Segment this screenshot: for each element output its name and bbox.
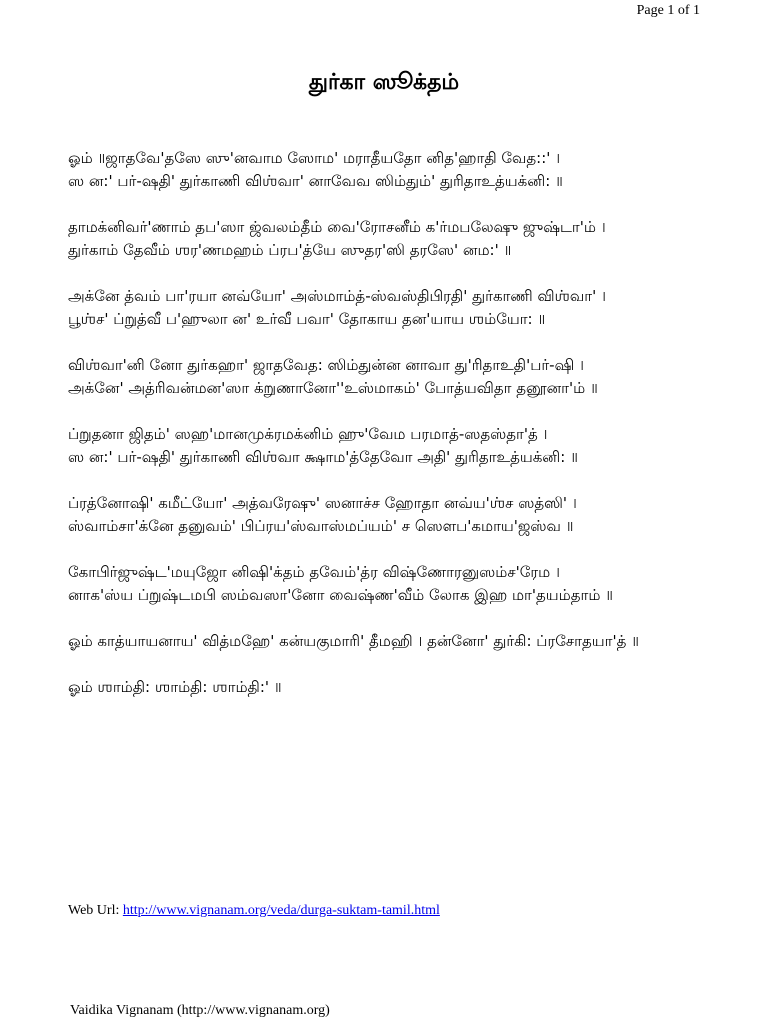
stanza-7: [68, 561, 708, 607]
stanza-9: [68, 676, 708, 699]
footer-text: Vaidika Vignanam (http://www.vignanam.org): [70, 1003, 330, 1018]
verse-line: ப்றுதனா ஜிதம்' ஸஹ'மானமுக்ரமக்னிம் ஹு'வேம பரமாத்-ஸதஸ்தா'த் ।: [68, 425, 548, 443]
document-title: துர்கா ஸூக்தம்: [308, 70, 460, 95]
verse-line: தாமக்னிவர்'ணாம் தப'ஸா ஜ்வலம்தீம் வை'ரோசனீம் க'ர்மபலேஷு ஜுஷ்டா'ம் ।: [68, 218, 606, 236]
stanza-5: [68, 423, 708, 469]
verse-line: னாக'ஸ்ய ப்றுஷ்டமபி ஸம்வஸா'னோ வைஷ்ண'வீம் லோக இஹ மா'தயம்தாம் ॥: [68, 586, 613, 604]
verse-line: ஸ ன:' பர்-ஷதி' துர்காணி விஶ்வா க்ஷாம'த்தேவோ அதி' துரிதாஉத்யக்னி: ॥: [68, 448, 578, 466]
stanza-container: [68, 147, 708, 722]
stanza-8: [68, 630, 708, 653]
stanza-1: [68, 147, 708, 193]
verse-line: கோபிர்ஜுஷ்ட'மயுஜோ னிஷி'க்தம் தவேம்'த்ர விஷ்ணோரனுஸம்ச'ரேம ।: [68, 563, 560, 581]
verse-line: துர்காம் தேவீம் ஶர'ணமஹம் ப்ரப'த்யே ஸுதர'ஸி தரஸே' னம:' ॥: [68, 241, 512, 259]
stanza-4: [68, 354, 708, 400]
page-number: Page 1 of 1: [636, 3, 700, 18]
web-url-label: Web Url:: [68, 903, 120, 918]
stanza-2: [68, 216, 708, 262]
verse-line: அக்னே த்வம் பா'ரயா னவ்யோ' அஸ்மாம்த்-ஸ்வஸ்திபிரதி' துர்காணி விஶ்வா' ।: [68, 287, 606, 305]
verse-line: ப்ரத்னோஷி' கமீட்யோ' அத்வரேஷு' ஸனாச்ச ஹோதா னவ்ய'ஶ்ச ஸத்ஸி' ।: [68, 494, 577, 512]
verse-line: ஓம் ॥ஜாதவே'தஸே ஸு'னவாம ஸோம' மராதீயதோ னித'ஹாதி வேத::' ।: [68, 149, 561, 167]
web-url-link[interactable]: http://www.vignanam.org/veda/durga-suktam-tamil.html: [122, 903, 440, 918]
verse-line: ஸ்வாம்சா'க்னே தனுவம்' பிப்ரய'ஸ்வாஸ்மப்யம்' ச ஸௌப'கமாய'ஜஸ்வ ॥: [68, 517, 574, 535]
web-url-line: [68, 903, 440, 919]
verse-line: விஶ்வா'னி னோ துர்கஹா' ஜாதவேத: ஸிம்துன்ன னாவா து'ரிதாஉதி'பர்-ஷி ।: [68, 356, 584, 374]
stanza-3: [68, 285, 708, 331]
verse-line: அக்னே' அத்ரிவன்மன'ஸா க்றுணானோ''உஸ்மாகம்' போத்யவிதா தனூனா'ம் ॥: [68, 379, 598, 397]
verse-line: ஓம் ஶாம்தி: ஶாம்தி: ஶாம்தி:' ॥: [68, 678, 282, 696]
verse-line: பூஶ்ச' ப்றுத்வீ ப'ஹுலா ன' உர்வீ பவா' தோகாய தன'யாய ஶம்யோ: ॥: [68, 310, 546, 328]
verse-line: ஸ ன:' பர்-ஷதி' துர்காணி விஶ்வா' னாவேவ ஸிம்தும்' துரிதாஉத்யக்னி: ॥: [68, 172, 563, 190]
verse-line: ஓம் காத்யாயனாய' வித்மஹே' கன்யகுமாரி' தீமஹி । தன்னோ' துர்கி: ப்ரசோதயா'த் ॥: [68, 632, 639, 650]
stanza-6: [68, 492, 708, 538]
